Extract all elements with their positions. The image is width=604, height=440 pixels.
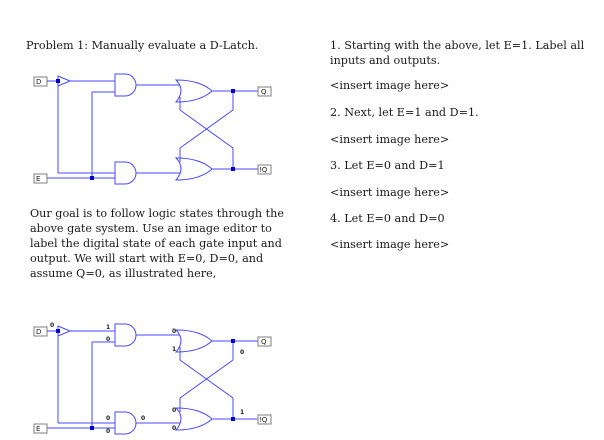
step-4 bbox=[330, 211, 592, 226]
step-line: <insert image here> bbox=[330, 186, 450, 199]
state-q-out: 0 bbox=[240, 349, 245, 356]
pin-d-label: D bbox=[36, 328, 42, 336]
state-or-top-in-feedback: 1 bbox=[172, 346, 177, 353]
state-and-bottom-in-d: 0 bbox=[106, 415, 111, 422]
intro-paragraph bbox=[30, 206, 292, 281]
pin-q-label: Q bbox=[261, 338, 267, 346]
state-and-bottom-out: 0 bbox=[141, 415, 146, 422]
problem-title: Problem 1: Manually evaluate a D-Latch. bbox=[26, 39, 259, 52]
or-gate-bottom-icon bbox=[176, 158, 212, 180]
state-and-bottom-in-enable: 0 bbox=[106, 428, 111, 435]
junction-dot bbox=[90, 176, 94, 180]
step-line: <insert image here> bbox=[330, 79, 450, 92]
step-line: 3. Let E=0 and D=1 bbox=[330, 159, 445, 172]
state-nq-out: 1 bbox=[240, 409, 245, 416]
image-placeholder-2 bbox=[330, 132, 592, 147]
intro-line: output. We will start with E=0, D=0, and bbox=[30, 252, 264, 265]
and-gate-top-icon bbox=[115, 324, 136, 346]
d-latch-circuit-annotated bbox=[0, 320, 300, 440]
step-1 bbox=[330, 38, 592, 68]
state-and-top-in-inverted: 1 bbox=[106, 324, 111, 331]
junction-dot bbox=[90, 426, 94, 430]
image-placeholder-3 bbox=[330, 185, 592, 200]
junction-dot bbox=[231, 89, 235, 93]
state-or-bottom-in-and: 0 bbox=[172, 425, 177, 432]
step-line: 1. Starting with the above, let E=1. Label all bbox=[330, 39, 585, 52]
junction-dot bbox=[56, 329, 60, 333]
image-placeholder-1 bbox=[330, 78, 592, 93]
junction-dot bbox=[231, 167, 235, 171]
pin-nq-label: !Q bbox=[259, 166, 268, 174]
step-line: inputs and outputs. bbox=[330, 54, 441, 67]
or-gate-top-icon bbox=[176, 80, 212, 102]
intro-line: Our goal is to follow logic states through the bbox=[30, 207, 284, 220]
and-gate-bottom-icon bbox=[115, 162, 136, 184]
d-latch-circuit-top bbox=[0, 70, 300, 190]
state-or-bottom-in-feedback: 0 bbox=[172, 407, 177, 414]
pin-e-label: E bbox=[36, 175, 41, 183]
junction-dot bbox=[231, 417, 235, 421]
intro-line: label the digital state of each gate input and bbox=[30, 237, 282, 250]
and-gate-bottom-icon bbox=[115, 412, 136, 434]
step-line: 4. Let E=0 and D=0 bbox=[330, 212, 445, 225]
pin-q-label: Q bbox=[261, 88, 267, 96]
step-line: <insert image here> bbox=[330, 133, 450, 146]
pin-nq-label: !Q bbox=[259, 416, 268, 424]
or-gate-bottom-icon bbox=[176, 408, 212, 430]
state-and-top-in-enable: 0 bbox=[106, 336, 111, 343]
step-2 bbox=[330, 105, 592, 120]
step-line: 2. Next, let E=1 and D=1. bbox=[330, 106, 479, 119]
junction-dot bbox=[56, 79, 60, 83]
step-line: <insert image here> bbox=[330, 238, 450, 251]
state-d-in: 0 bbox=[50, 322, 55, 329]
intro-line: assume Q=0, as illustrated here, bbox=[30, 267, 217, 280]
or-gate-top-icon bbox=[176, 330, 212, 352]
and-gate-top-icon bbox=[115, 74, 136, 96]
image-placeholder-4 bbox=[330, 237, 592, 252]
step-3 bbox=[330, 158, 592, 173]
junction-dot bbox=[231, 339, 235, 343]
state-and-top-out: 0 bbox=[172, 328, 177, 335]
pin-e-label: E bbox=[36, 425, 41, 433]
pin-d-label: D bbox=[36, 78, 42, 86]
intro-line: above gate system. Use an image editor to bbox=[30, 222, 272, 235]
